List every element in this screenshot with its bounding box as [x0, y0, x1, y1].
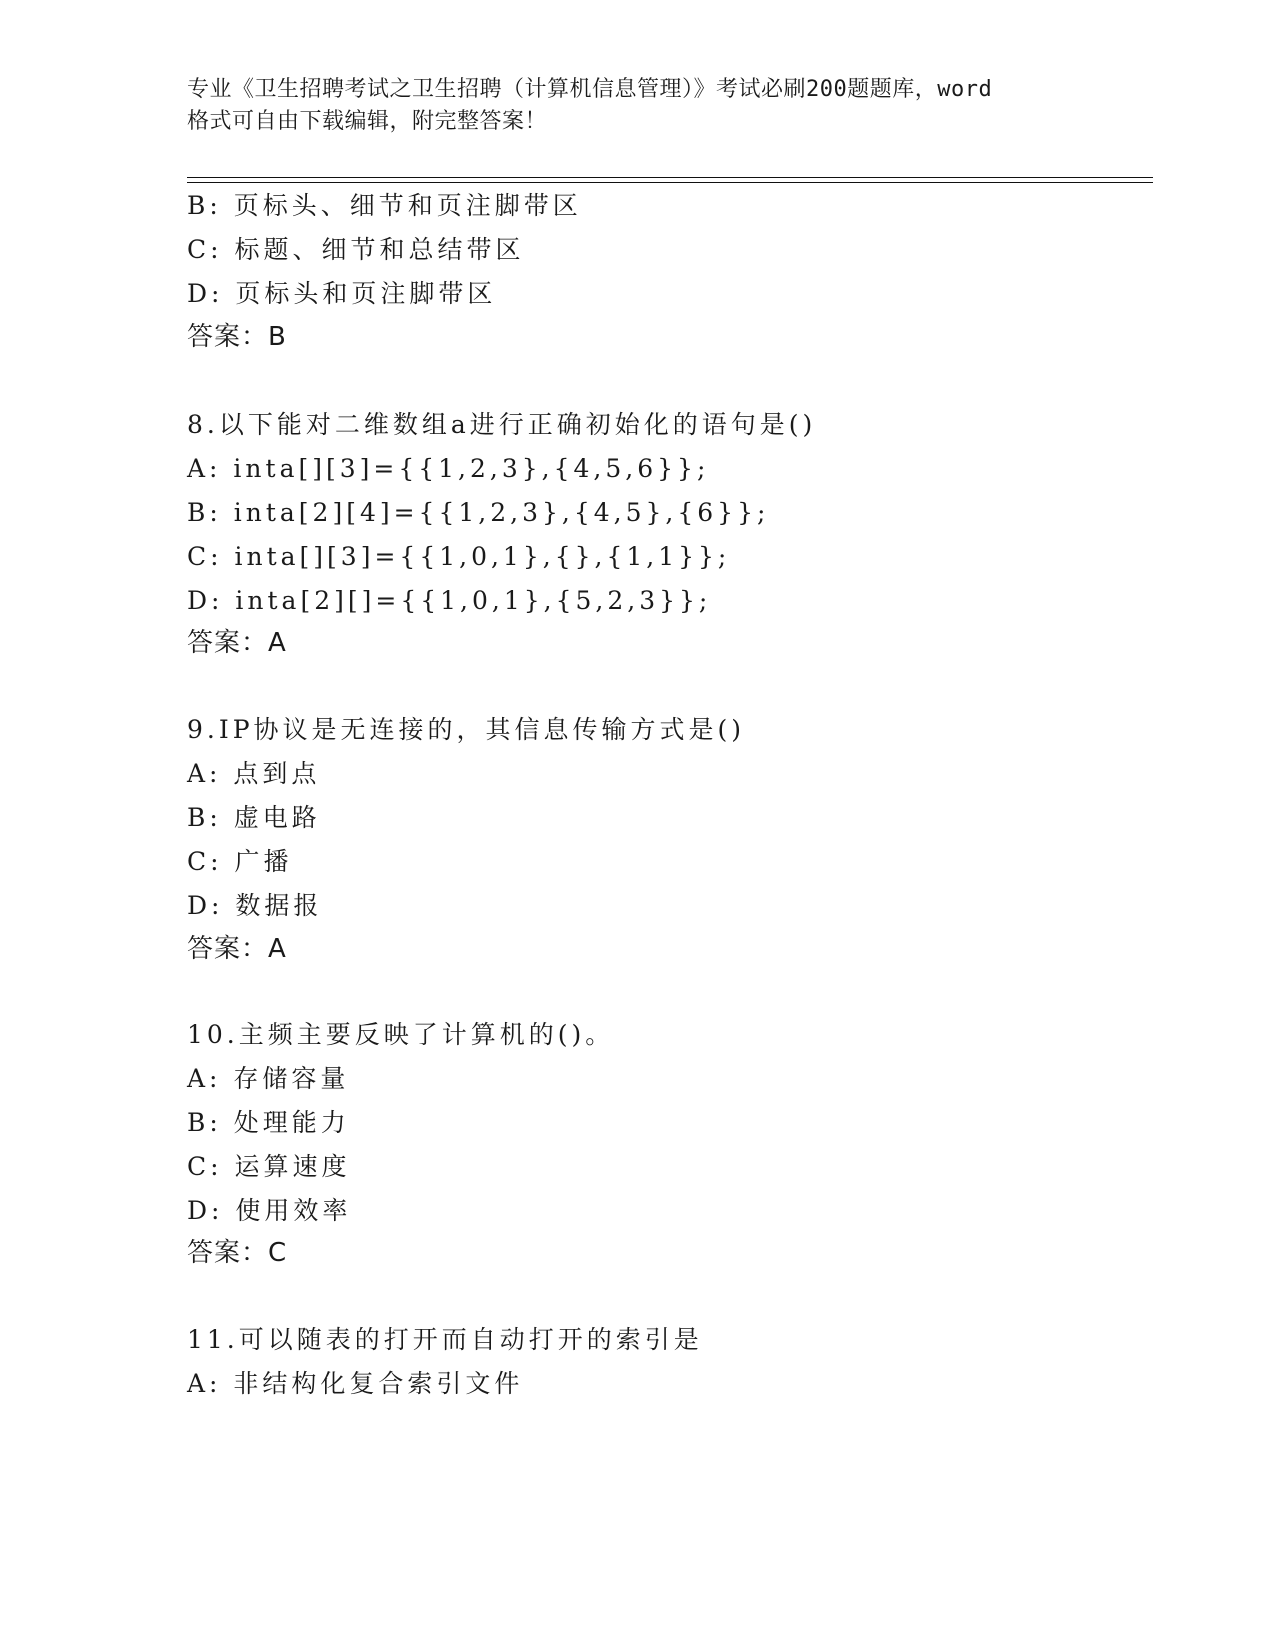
- q8-option-a: A: inta[][3]={{1,2,3},{4,5,6}};: [187, 454, 710, 483]
- q9-question: 9.IP协议是无连接的，其信息传输方式是(): [187, 715, 746, 744]
- q11-question: 11.可以随表的打开而自动打开的索引是: [187, 1325, 703, 1354]
- q10-option-a: A: 存储容量: [187, 1064, 350, 1093]
- q7-option-d: D: 页标头和页注脚带区: [187, 279, 497, 308]
- q8-option-c: C: inta[][3]={{1,0,1},{},{1,1}};: [187, 542, 731, 571]
- q9-answer: 答案：A: [187, 934, 287, 964]
- header-divider-top: [187, 177, 1153, 178]
- q10-question: 10.主频主要反映了计算机的()。: [187, 1020, 615, 1049]
- q9-option-c: C: 广播: [187, 847, 293, 876]
- q11-option-a: A: 非结构化复合索引文件: [187, 1369, 524, 1398]
- q8-option-d: D: inta[2][]={{1,0,1},{5,2,3}};: [187, 586, 712, 615]
- q7-answer: 答案：B: [187, 322, 287, 352]
- q9-option-a: A: 点到点: [187, 759, 321, 788]
- header-divider-bottom: [187, 182, 1153, 183]
- q9-option-b: B: 虚电路: [187, 803, 321, 832]
- q7-option-c: C: 标题、细节和总结带区: [187, 235, 525, 264]
- q10-option-b: B: 处理能力: [187, 1108, 350, 1137]
- q8-question: 8.以下能对二维数组a进行正确初始化的语句是(): [187, 410, 817, 439]
- header-line-2: 格式可自由下载编辑，附完整答案！: [187, 109, 548, 134]
- document-header: [187, 74, 1087, 138]
- header-line-1: 专业《卫生招聘考试之卫生招聘（计算机信息管理）》考试必刷200题题库，word: [187, 77, 993, 102]
- q8-answer: 答案：A: [187, 628, 287, 658]
- q10-answer: 答案：C: [187, 1238, 288, 1268]
- q9-option-d: D: 数据报: [187, 891, 323, 920]
- q8-option-b: B: inta[2][4]={{1,2,3},{4,5},{6}};: [187, 498, 770, 527]
- q10-option-d: D: 使用效率: [187, 1196, 352, 1225]
- q10-option-c: C: 运算速度: [187, 1152, 351, 1181]
- q7-option-b: B: 页标头、细节和页注脚带区: [187, 191, 582, 220]
